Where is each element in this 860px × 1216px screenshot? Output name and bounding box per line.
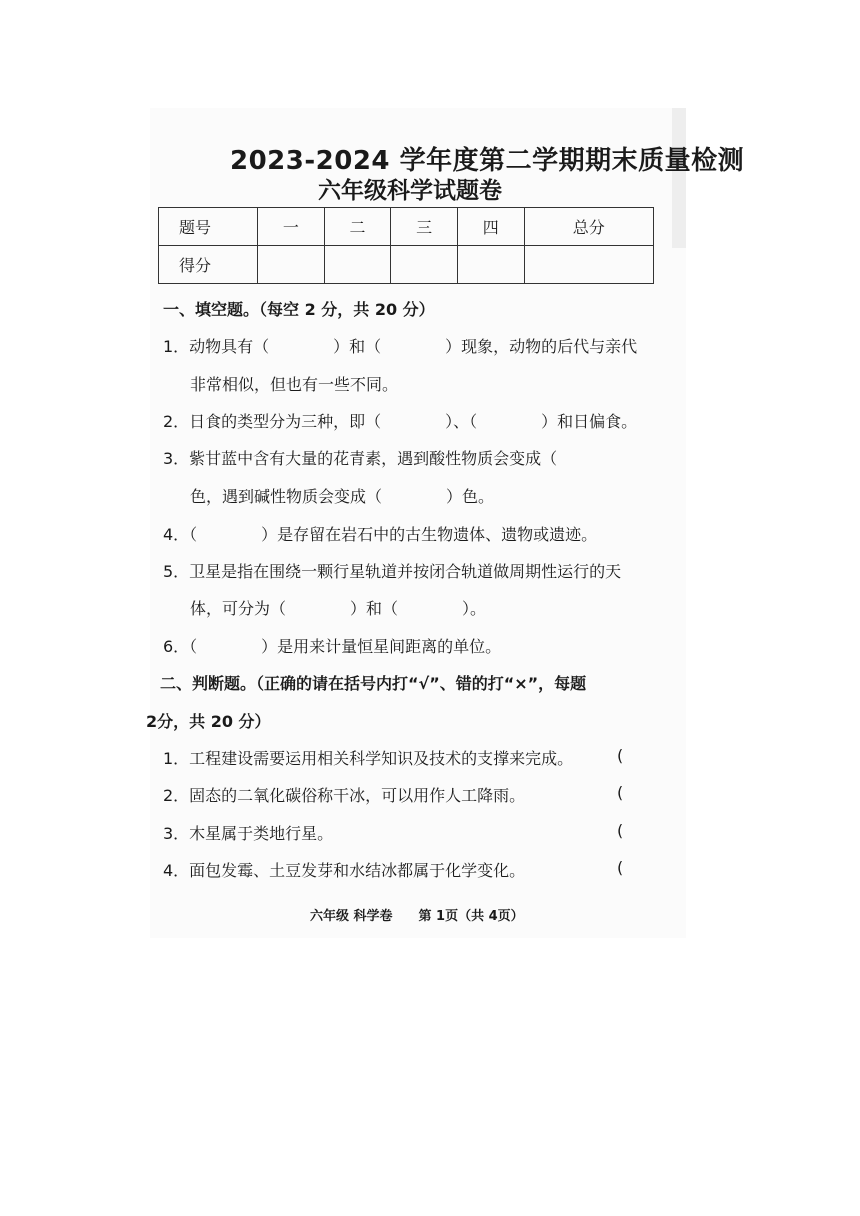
score-blank[interactable]: [324, 246, 391, 284]
question-line: 5．卫星是指在围绕一颗行星轨道并按闭合轨道做周期性运行的天: [163, 562, 622, 581]
score-blank[interactable]: [258, 246, 325, 284]
score-cell: 二: [324, 208, 391, 246]
judge-item: 3．木星属于类地行星。: [163, 824, 334, 843]
score-cell: 总分: [524, 208, 653, 246]
score-table-header-row: [159, 208, 654, 246]
score-cell: 四: [457, 208, 524, 246]
exam-title: 2023-2024 学年度第二学期期末质量检测: [230, 146, 745, 176]
section1-heading: 一、填空题。（每空 2 分，共 20 分）: [163, 300, 435, 319]
score-cell: 题号: [159, 208, 258, 246]
question-line: 非常相似，但也有一些不同。: [190, 375, 399, 394]
section2-heading: 二、判断题。（正确的请在括号内打“√”、错的打“×”，每题: [160, 674, 587, 693]
question-line: 2．日食的类型分为三种，即（ ）、（ ）和日偏食。: [163, 412, 638, 431]
answer-paren[interactable]: (: [617, 821, 624, 840]
judge-item: 2．固态的二氧化碳俗称干冰，可以用作人工降雨。: [163, 786, 526, 805]
judge-item: 1．工程建设需要运用相关科学知识及技术的支撑来完成。: [163, 749, 574, 768]
section2-heading-cont: 2分，共 20 分）: [146, 712, 271, 731]
score-table-score-row: [159, 246, 654, 284]
score-table: [158, 207, 654, 284]
score-cell: 三: [391, 208, 458, 246]
score-blank[interactable]: [391, 246, 458, 284]
answer-paren[interactable]: (: [617, 746, 624, 765]
exam-subtitle: 六年级科学试题卷: [318, 178, 502, 204]
question-line: 4．（ ）是存留在岩石中的古生物遗体、遗物或遗迹。: [163, 525, 598, 544]
question-line: 3．紫甘蓝中含有大量的花青素，遇到酸性物质会变成（: [163, 449, 558, 468]
question-line: 1．动物具有（ ）和（ ）现象，动物的后代与亲代: [163, 337, 638, 356]
answer-paren[interactable]: (: [617, 783, 624, 802]
question-line: 色，遇到碱性物质会变成（ ）色。: [190, 487, 495, 506]
answer-paren[interactable]: (: [617, 858, 624, 877]
judge-item: 4．面包发霉、土豆发芽和水结冰都属于化学变化。: [163, 861, 526, 880]
page-footer: 六年级 科学卷 第 1页（共 4页）: [310, 909, 524, 924]
score-blank[interactable]: [524, 246, 653, 284]
question-line: 体，可分为（ ）和（ ）。: [190, 599, 487, 618]
paper-edge: [672, 108, 686, 248]
score-blank[interactable]: [457, 246, 524, 284]
question-line: 6．（ ）是用来计量恒星间距离的单位。: [163, 637, 502, 656]
score-cell: 一: [258, 208, 325, 246]
score-row-label: 得分: [159, 246, 258, 284]
